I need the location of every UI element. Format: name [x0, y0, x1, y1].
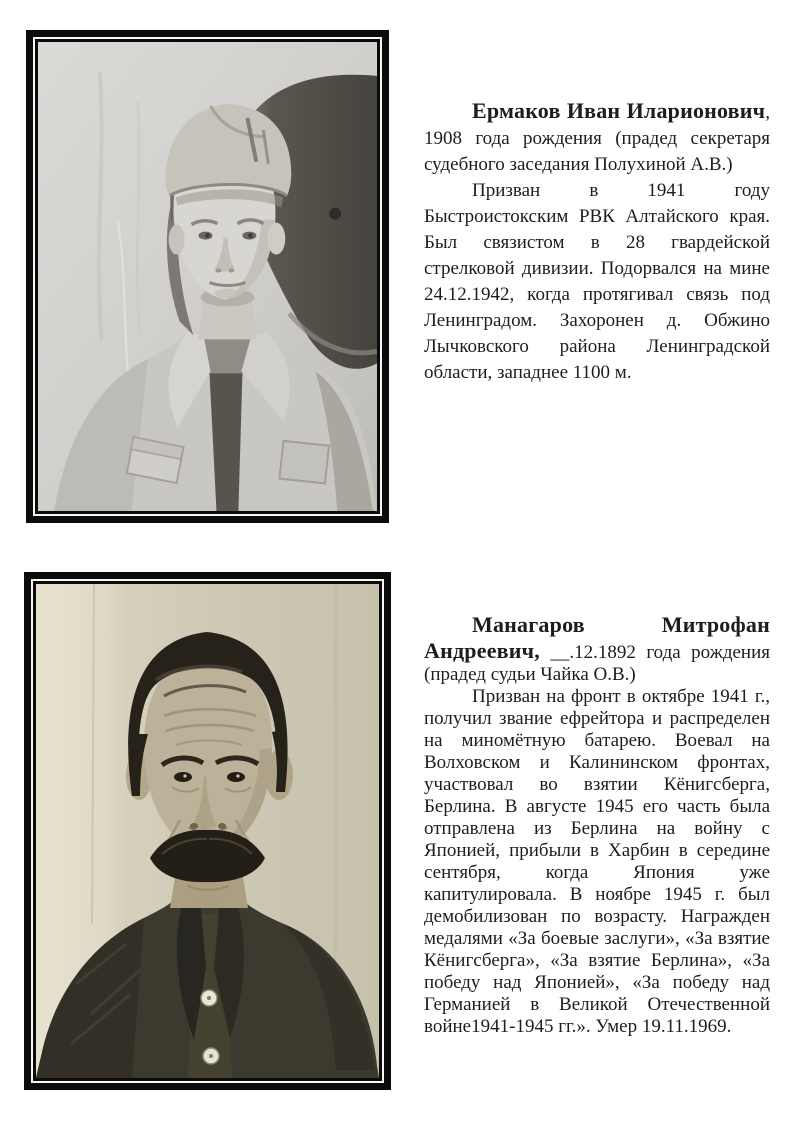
veteran-birth-info-managarov: __.12.1892 года рождения (прадед судьи Чайка О.В.) [424, 642, 770, 685]
bio-managarov [424, 612, 770, 1038]
photo-ermakov [38, 42, 377, 511]
photo-frame-inner-line [33, 37, 382, 516]
veteran-bio-ermakov: Призван в 1941 году Быстроистокским РВК Алтайского края. Был связистом в 28 гвардейской стрелковой дивизии. Подорвался на мине 24.12.1942, когда протягивал связь под Ленинградом. Захоронен д. Обжино Лычковского района Ленинградской области, западнее 1100 м. [424, 180, 770, 383]
bio-ermakov [424, 98, 770, 386]
photo-frame-inner-line [31, 579, 384, 1083]
elderly-man-portrait-photo [36, 584, 379, 1078]
veteran-title-ermakov [424, 98, 770, 178]
photo-frame-managarov [24, 572, 391, 1090]
veteran-bio-managarov: Призван на фронт в октябре 1941 г., получил звание ефрейтора и распределен на миномётную батарею. Воевал на Волховском и Калининском фронтах, участвовал во взятии Кёнигсберга, Берлина. В августе 1945 его часть была отправлена из Берлина на войну с Японией, прибыли в Харбин в середине сентября, когда Япония уже капитулировала. В ноябре 1945 г. был демобилизован по возрасту. Награжден медалями «За боевые заслуги», «За взятие Кёнигсберга», «За взятие Берлина», «За победу над Японией», «За победу над Германией в Великой Отечественной войне1941-1945 гг.». Умер 19.11.1969. [424, 686, 770, 1037]
photo-managarov [36, 584, 379, 1078]
veteran-birth-info-ermakov: , 1908 года рождения (прадед секретаря судебного заседания Полухиной А.В.) [424, 102, 770, 175]
veteran-title-managarov [424, 612, 770, 686]
veteran-name-ermakov: Ермаков Иван Иларионович [472, 98, 766, 123]
veteran-name-managarov: Манагаров Митрофан Андреевич, [424, 612, 770, 663]
soldier-portrait-photo [38, 42, 377, 511]
photo-frame-ermakov [26, 30, 389, 523]
